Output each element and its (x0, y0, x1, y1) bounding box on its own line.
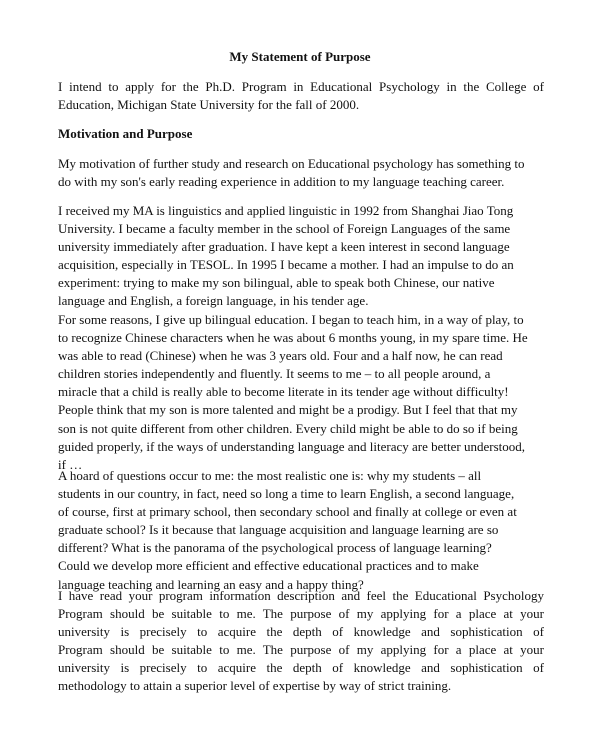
text-line: A hoard of questions occur to me: the most realistic one is: why my students – all (58, 468, 482, 483)
text-line: Program should be suitable to me. The purpose of my applying for a place at your (58, 606, 544, 622)
text-line: of course, first at primary school, then secondary school and finally at college or even at (58, 504, 517, 520)
text-line: was able to read (Chinese) when he was 3 years old. Four and a half now, he can read (58, 348, 503, 364)
document-title: My Statement of Purpose (229, 49, 371, 64)
text-line: guided properly, if the ways of understanding language and literacy are better understood, (58, 438, 525, 454)
intro-paragraph (58, 78, 544, 114)
text-line: university immediately after graduation. I have kept a keen interest in second language (58, 239, 510, 255)
text-line: Education, Michigan State University for the fall of 2000. (58, 97, 360, 113)
text-line: son is not quite different from other children. Every child might be able to do so if being (58, 420, 518, 436)
text-line: graduate school? Is it because that language acquisition and language learning are so (58, 522, 499, 538)
text-line: People think that my son is more talented and might be a prodigy. But I feel that that my (58, 402, 518, 418)
text-line: I received my MA is linguistics and applied linguistic in 1992 from Shanghai Jiao Tong (58, 203, 514, 218)
paragraph-5 (58, 587, 544, 696)
text-line: Could we develop more efficient and effective educational practices and to make (58, 558, 479, 574)
text-line: I have read your program information description and feel the Educational Psychology (58, 588, 544, 603)
text-line: acquisition, especially in TESOL. In 1995 I became a mother. I had an impulse to do an (58, 257, 514, 273)
text-line: experiment: trying to make my son bilingual, able to speak both Chinese, our native (58, 275, 495, 291)
text-line: Program should be suitable to me. The purpose of my applying for a place at your (58, 642, 544, 658)
text-line: I intend to apply for the Ph.D. Program in Educational Psychology in the College of (58, 79, 544, 94)
text-line: university is precisely to acquire the depth of knowledge and sophistication of (58, 624, 544, 640)
text-line: children stories independently and fluently. It seems to me – to all people around, a (58, 366, 491, 382)
text-line: students in our country, in fact, need so long a time to learn English, a second language, (58, 486, 515, 502)
text-line: university is precisely to acquire the depth of knowledge and sophistication of (58, 660, 544, 676)
text-line: My motivation of further study and research on Educational psychology has something to (58, 156, 525, 171)
paragraph-2 (58, 202, 544, 311)
text-line: different? What is the panorama of the psychological process of language learning? (58, 540, 492, 556)
text-line: if … (58, 456, 83, 472)
paragraph-4 (58, 467, 544, 594)
text-line: do with my son's early reading experience in addition to my language teaching career. (58, 174, 505, 190)
text-line: to recognize Chinese characters when he was about 6 months young, in my spare time. He (58, 330, 528, 346)
text-line: For some reasons, I give up bilingual education. I began to teach him, in a way of play, to (58, 312, 524, 327)
text-line: language teaching and learning an easy and a happy thing? (58, 576, 364, 592)
text-line: methodology to attain a superior level of expertise by way of strict training. (58, 678, 452, 694)
paragraph-3 (58, 311, 544, 474)
section-heading: Motivation and Purpose (58, 126, 193, 141)
paragraph-1 (58, 155, 544, 191)
text-line: language and English, a foreign language, in his tender age. (58, 293, 369, 309)
text-line: miracle that a child is really able to become literate in its tender age without difficulty! (58, 384, 509, 400)
text-line: University. I became a faculty member in the school of Foreign Languages of the same (58, 221, 511, 237)
